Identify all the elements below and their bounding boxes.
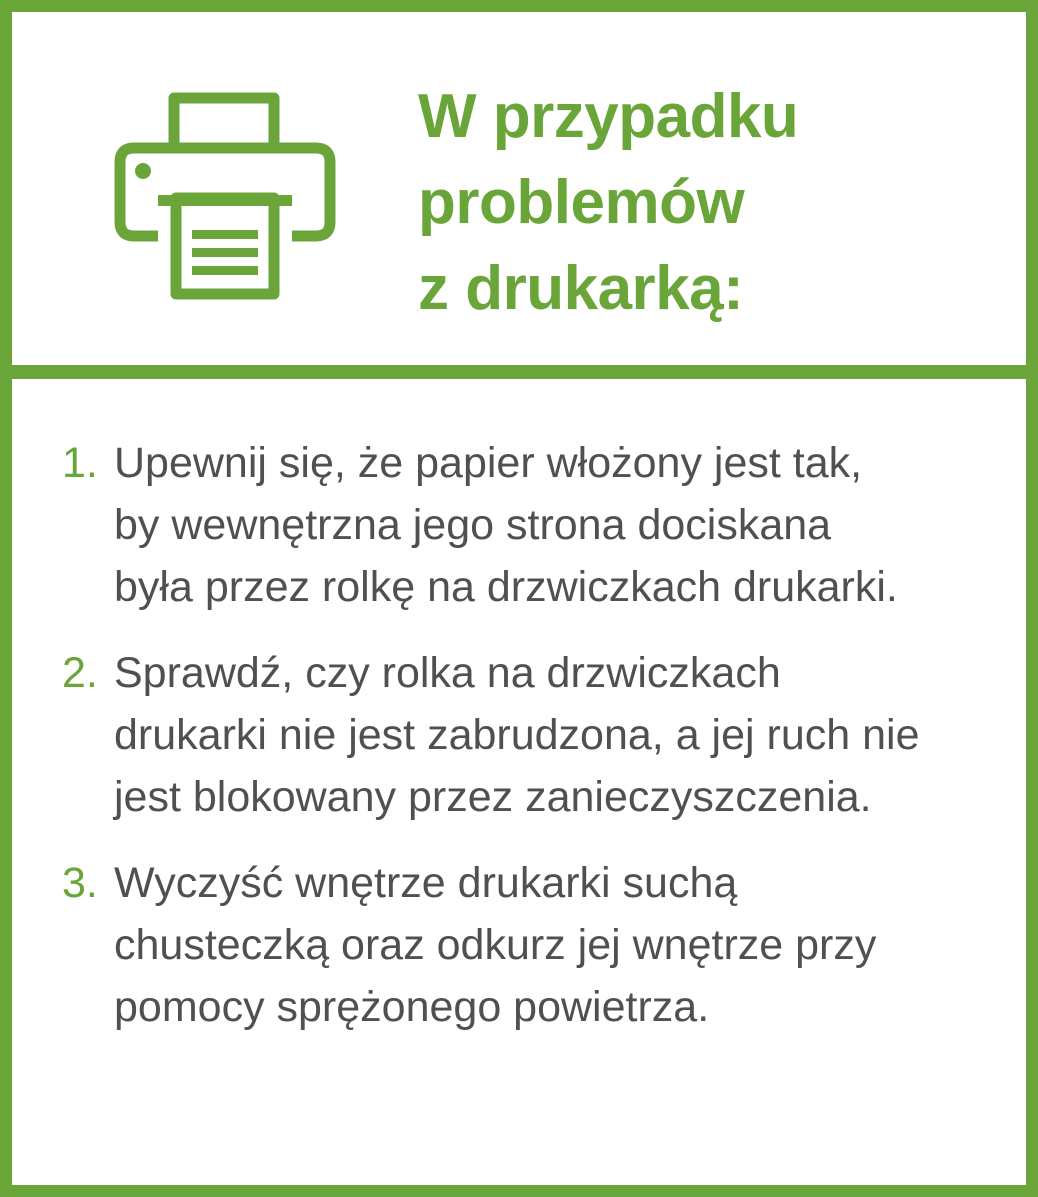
title-line: W przypadku — [418, 82, 799, 151]
step-text-line: Wyczyść wnętrze drukarki suchą — [114, 859, 738, 907]
step-number: 3. — [62, 859, 98, 907]
title-line: z drukarką: — [418, 254, 744, 323]
section-divider — [0, 365, 1038, 379]
step-text-line: jest blokowany przez zanieczyszczenia. — [114, 773, 872, 821]
printer-icon — [112, 92, 338, 300]
step-number: 2. — [62, 649, 98, 697]
step-text-line: by wewnętrzna jego strona dociskana — [114, 501, 832, 549]
step-item-1 — [62, 432, 992, 618]
step-text-line: drukarki nie jest zabrudzona, a jej ruch nie — [114, 711, 920, 759]
step-text-line: pomocy sprężonego powietrza. — [114, 983, 710, 1031]
step-item-3 — [62, 852, 992, 1038]
step-item-2 — [62, 642, 992, 828]
title-line: problemów — [418, 168, 745, 237]
page-title — [418, 74, 978, 332]
step-text-line: chusteczką oraz odkurz jej wnętrze przy — [114, 921, 877, 969]
step-number: 1. — [62, 439, 98, 487]
step-text-line: Upewnij się, że papier włożony jest tak, — [114, 439, 863, 487]
steps-list — [62, 432, 992, 1062]
step-text-line: była przez rolkę na drzwiczkach drukarki. — [114, 563, 898, 611]
step-text-line: Sprawdź, czy rolka na drzwiczkach — [114, 649, 781, 697]
